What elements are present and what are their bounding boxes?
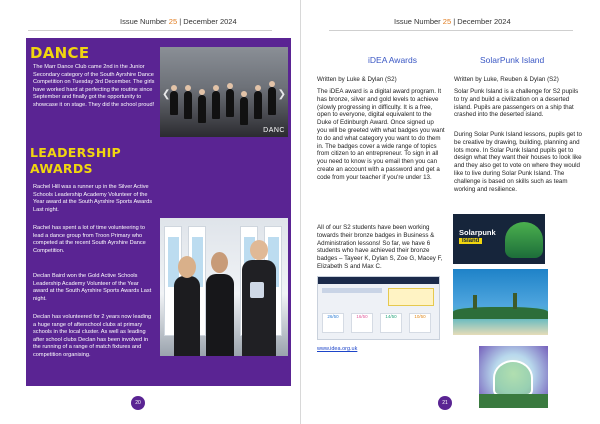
dome-ground: [479, 394, 548, 408]
dancer-figure: [184, 91, 192, 119]
island-house-illustration: [505, 222, 543, 258]
biodome: [493, 360, 533, 396]
island-treeline: [453, 307, 548, 319]
issue-label: Issue Number: [394, 17, 441, 26]
student-declan: [242, 260, 276, 356]
dance-paragraph: The Marr Dance Club came 2nd in the Junior Secondary category of the South Ayrshire Dance Competition on Tuesday 3rd December. The girls have worked hard at perfecting the routine since September and finally got the opportunity to showcase it on stage. They did the school proud!: [33, 64, 155, 108]
issue-number: 25: [442, 17, 452, 26]
solarpunk-logo-image: [453, 214, 545, 264]
awards-photo: [160, 218, 288, 356]
student-head: [178, 256, 196, 278]
palm-tree: [513, 293, 517, 309]
solarpunk-byline: Written by Luke, Reuben & Dylan (S2): [454, 76, 559, 83]
issue-header-left: [120, 17, 237, 26]
solarpunk-title: SolarPunk Island: [480, 55, 545, 65]
dance-photo-caption: DANC: [263, 127, 285, 134]
dashboard-topbar: [318, 277, 439, 284]
header-rule: [28, 30, 272, 31]
idea-title: iDEA Awards: [368, 55, 417, 65]
gallery-prev-icon[interactable]: ❮: [162, 89, 171, 100]
leadership-paragraph-1: Rachel Hill was a runner up in the Silver Active Schools Leadership Academy Volunteer of the Year award at the South Ayrshire Sports Awards Last night.: [33, 184, 152, 213]
dashboard-tile: 10/50: [409, 313, 431, 333]
leadership-heading: LEADERSHIP AWARDS: [30, 145, 121, 176]
dance-heading: DANCE: [30, 44, 90, 62]
solarpunk-paragraph-1: Solar Punk Island is a challenge for S2 pupils to try and build a civilization on a deserted island. Pupils are passengers on a ship that crashed into the deserted island.: [454, 88, 579, 119]
student-head: [211, 252, 228, 273]
dancer-figure: [254, 91, 262, 119]
solarpunk-logo-sub: Island: [459, 238, 482, 244]
student-head: [250, 240, 268, 260]
page-number-right: 21: [438, 396, 452, 410]
dancer-figure: [240, 97, 248, 125]
issue-separator: |: [453, 17, 456, 26]
student-rachel: [174, 276, 200, 356]
issue-header-right: [394, 17, 511, 26]
header-rule: [329, 30, 573, 31]
idea-website-link[interactable]: www.idea.org.uk: [317, 346, 358, 352]
trophy-icon: [250, 282, 264, 298]
dashboard-tile: 26/50: [322, 313, 344, 333]
issue-date: December 2024: [183, 17, 237, 26]
issue-date: December 2024: [457, 17, 511, 26]
dashboard-heading-bar: [322, 288, 382, 293]
leadership-paragraph-3: Declan Baird won the Gold Active Schools Leadership Academy Volunteer of the Year award at the South Ayrshire Sports Awards Last night.: [33, 273, 152, 302]
dancer-figure: [198, 95, 206, 123]
page-number-left: 20: [131, 396, 145, 410]
palm-tree: [473, 295, 477, 309]
dashboard-tile: 14/50: [380, 313, 402, 333]
solarpunk-logo-text: Solarpunk: [459, 228, 496, 237]
gallery-next-icon[interactable]: ❯: [277, 89, 286, 100]
dancer-figure: [212, 91, 220, 119]
dashboard-badge-panel: [388, 288, 434, 306]
issue-separator: |: [179, 17, 182, 26]
idea-paragraph-2: All of our S2 students have been working towards their bronze badges in Business & Administration lessons! So far, we have 6 students who have achieved their bronze badges – Tayeer K, Dylan S, Zoe G, Macey F, Elizabeth S and Max C.: [317, 224, 443, 270]
dancer-figure: [226, 89, 234, 117]
idea-paragraph-1: The iDEA award is a digital award program. It has bronze, silver and gold levels to achieve (slowly progressing in difficulty. It is a free, open to everyone, digital equivalent to the Duke of Edinburgh Award. Once signed up you will be greeted with what badges you want to do and what category you want to do them in. The badges cover a wide range of topics from citizen to an entrepreneur. To sign in all you need to know is you email then you can create an account with a password and get a code from your teacher if you're under 13.: [317, 88, 445, 181]
dancer-figure: [268, 87, 276, 115]
dance-photo: [160, 47, 288, 137]
dancer-figure: [170, 91, 178, 115]
leadership-paragraph-2: Rachel has spent a lot of time volunteering to lead a dance group from Troon Primary who competed at the recent South Ayrshire Dance Competition.: [33, 225, 146, 254]
issue-number: 25: [168, 17, 178, 26]
student-second: [206, 274, 234, 356]
issue-label: Issue Number: [120, 17, 167, 26]
right-page: [301, 0, 600, 424]
leadership-paragraph-4: Declan has volunteered for 2 years now leading a huge range of afterschool clubs at primary schools in the local cluster. As well as leading after school clubs Declan has been involved in the running of a range of match fixtures and competition organising.: [33, 314, 152, 358]
dashboard-tile: 16/50: [351, 313, 373, 333]
solarpunk-dome-illustration: [479, 346, 548, 408]
tropical-island-photo: [453, 269, 548, 335]
idea-dashboard-screenshot: [317, 276, 440, 340]
solarpunk-paragraph-2: During Solar Punk Island lessons, pupils get to be creative by drawing, building, planning and lots more. In Solar Punk Island pupils get to design what they want their houses to look like and they also get to vote on where they would like to live during Solar Punk Island. The challenge is based on skills such as team working and resilience.: [454, 131, 582, 193]
idea-byline: Written by Luke & Dylan (S2): [317, 76, 397, 83]
